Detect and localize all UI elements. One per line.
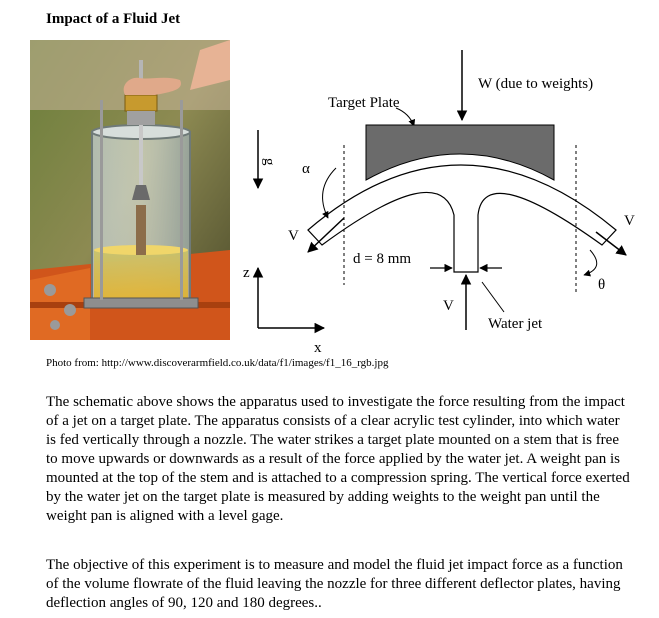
body-paragraph: The schematic above shows the apparatus used to investigate the force resulting from the impact of a jet on a target plate. The apparatus consists of a clear acrylic test cylinder, into which water is fed vertically through a nozzle. The water strikes a target plate mounted on a stem that is free to move upwards or downwards as a result of the force applied by the water jet. A weight pan is mounted at the top of the stem and is attached to a compression spring. The vertical force exerted by the water jet on the target plate is measured by adding weights to the weight pan until the weight pan is aligned with a level gage. (46, 394, 630, 524)
z-axis-label: z (243, 265, 250, 281)
diameter-label: d = 8 mm (353, 251, 412, 267)
water-jet-label: Water jet (488, 316, 543, 332)
alpha-label: α (302, 161, 310, 177)
water-jet-leader (482, 282, 504, 312)
target-plate-label: Target Plate (328, 95, 400, 111)
inlet-velocity-label: V (443, 298, 454, 314)
gravity-label: g (261, 158, 277, 166)
theta-arc (584, 250, 597, 275)
left-velocity-label: V (288, 228, 299, 244)
weight-label: W (due to weights) (478, 76, 594, 92)
right-velocity-label: V (624, 213, 635, 229)
photo-caption: Photo from: http://www.discoverarmfield.co.uk/data/f1/images/f1_16_rgb.jpg (46, 357, 389, 369)
x-axis-label: x (314, 340, 322, 356)
apparatus-photo (30, 40, 230, 340)
theta-label: θ (598, 277, 606, 293)
page-title: Impact of a Fluid Jet (46, 11, 181, 27)
body-paragraph: The objective of this experiment is to measure and model the fluid jet impact force as a function of the volume flowrate of the fluid leaving the nozzle for three different deflector plates, having deflection angles of 90, 120 and 180 degrees.. (46, 557, 623, 611)
jet-schematic (236, 40, 656, 358)
